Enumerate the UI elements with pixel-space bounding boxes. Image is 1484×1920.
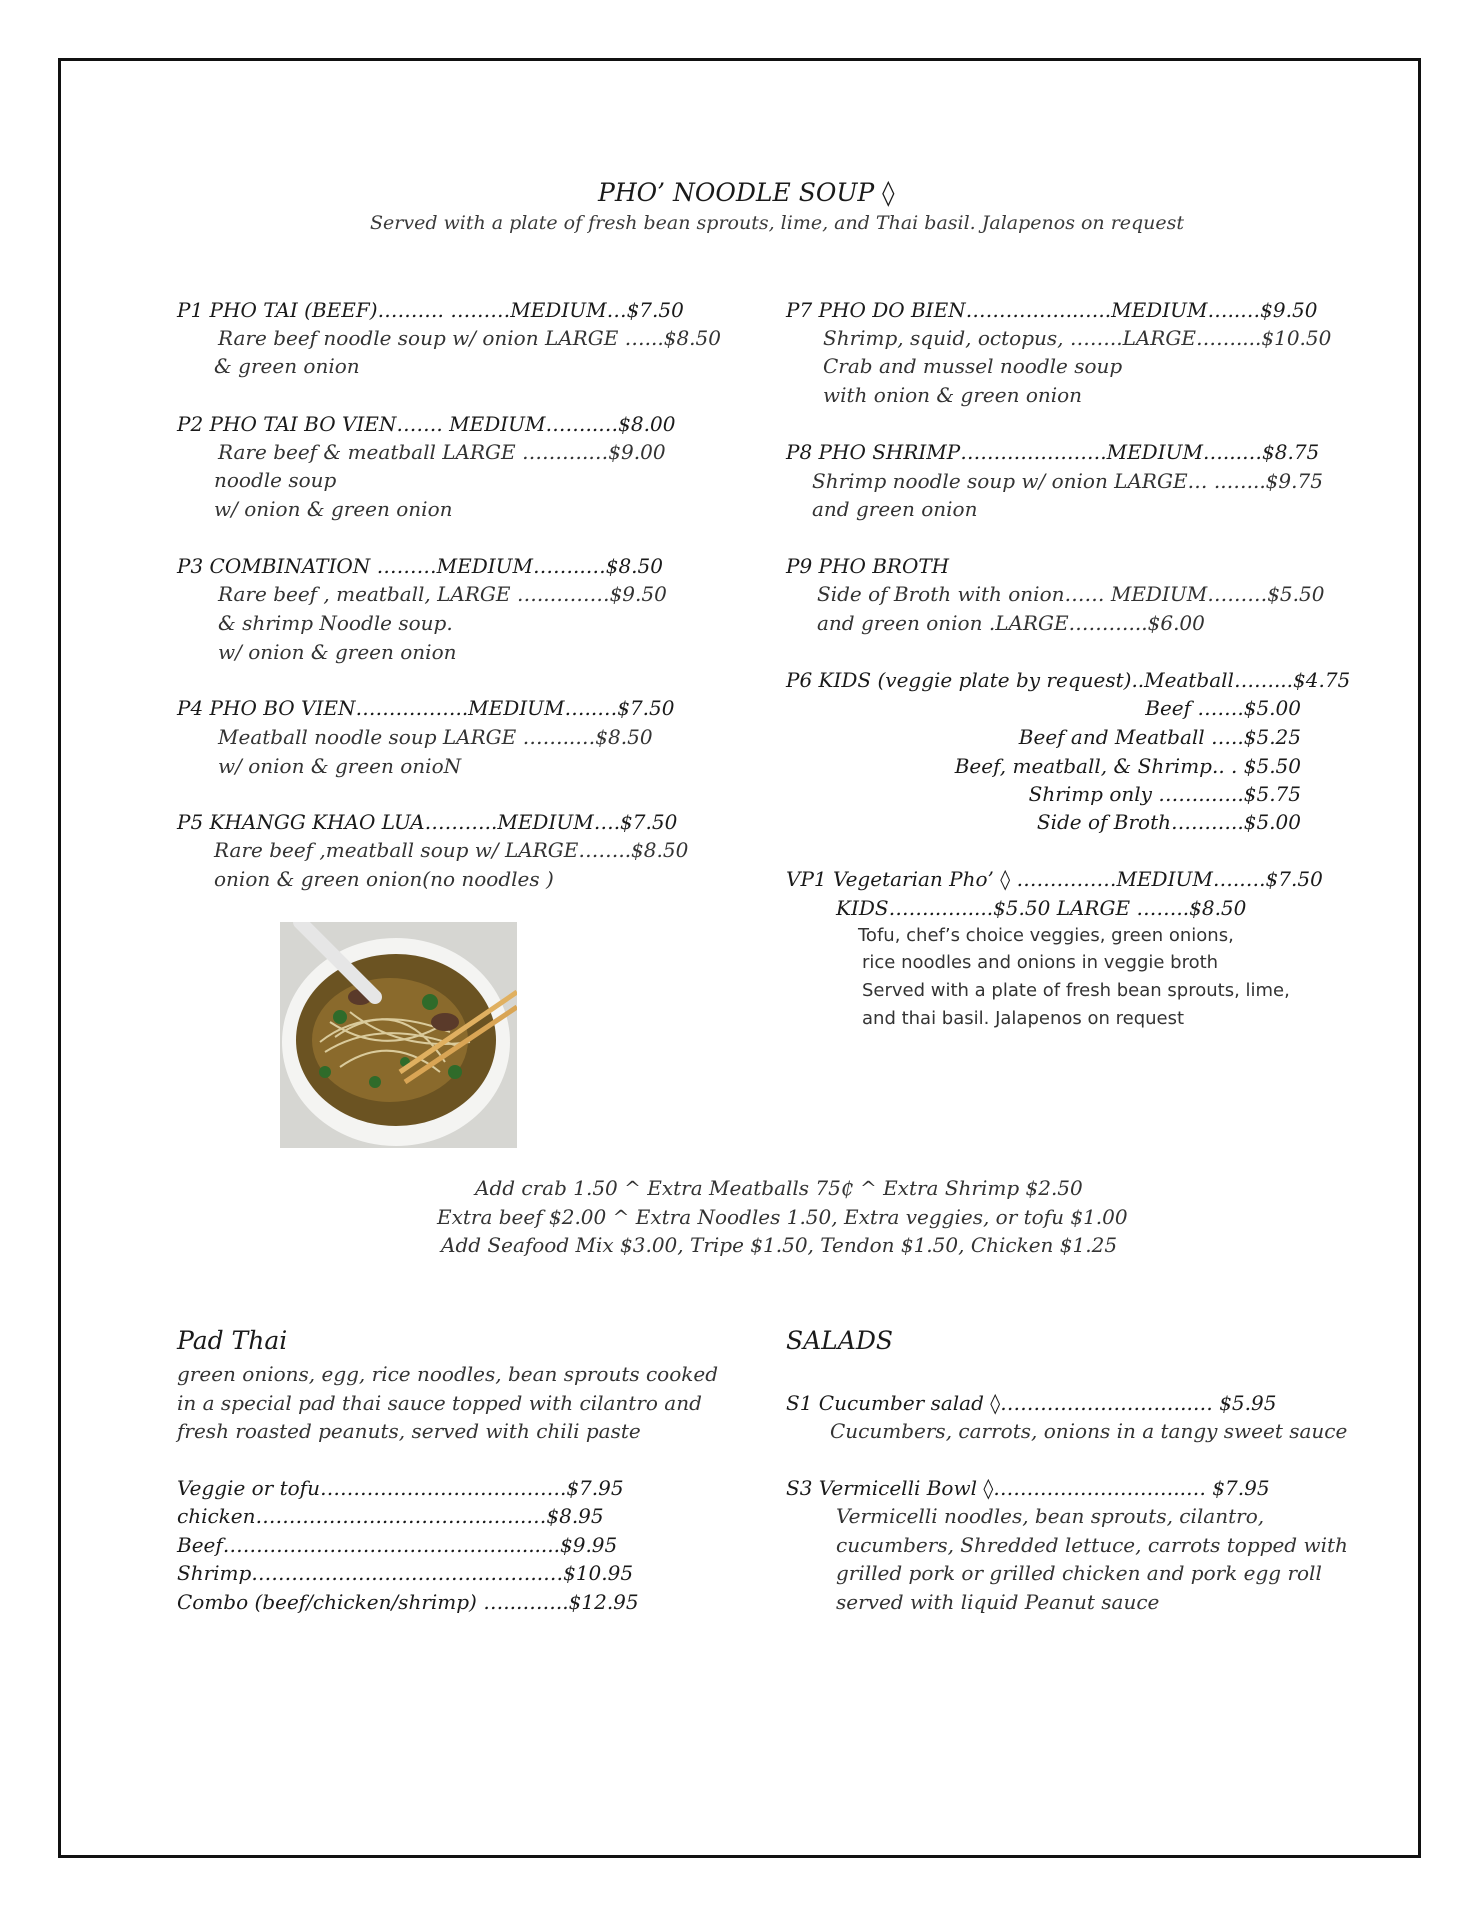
item-p7-desc: Crab and mussel noodle soup <box>823 354 1123 378</box>
item-p9-desc: and green onion .LARGE………...$6.00 <box>817 611 1205 635</box>
item-vp1-desc: Served with a plate of fresh bean sprouts, lime, <box>862 980 1290 1001</box>
item-p5-desc: onion & green onion(no noodles ) <box>214 867 554 891</box>
item-p4-desc: w/ onion & green onioN <box>218 754 462 778</box>
item-p9-title: P9 PHO BROTH <box>786 554 950 578</box>
item-p1-title: P1 PHO TAI (BEEF)………. ………MEDIUM…$7.50 <box>177 298 684 322</box>
item-p4-desc: Meatball noodle soup LARGE ……..…$8.50 <box>218 725 653 749</box>
item-p6-option: Beef and Meatball …..$5.25 <box>1018 725 1301 749</box>
item-s3-desc: cucumbers, Shredded lettuce, carrots topped with <box>836 1533 1348 1557</box>
extras-line: Add crab 1.50 ^ Extra Meatballs 75₵ ^ Extra Shrimp $2.50 <box>475 1176 1083 1200</box>
item-p6-option: Beef …….$5.00 <box>1145 696 1301 720</box>
pad-thai-desc: green onions, egg, rice noodles, bean sprouts cooked <box>177 1362 719 1386</box>
item-p4-title: P4 PHO BO VIEN……………..MEDIUM…..…$7.50 <box>177 696 675 720</box>
pad-thai-item: chicken………………...…………...…..…$8.95 <box>177 1504 604 1528</box>
item-vp1-prices: KIDS……..….....$5.50 LARGE ……..$8.50 <box>836 896 1247 920</box>
item-p7-desc: Shrimp, squid, octopus, ……..LARGE……....$10.50 <box>823 326 1332 350</box>
item-p3-desc: w/ onion & green onion <box>218 640 457 664</box>
item-p6-option: Side of Broth………..$5.00 <box>1036 810 1301 834</box>
item-p8-desc: and green onion <box>812 497 978 521</box>
item-p1-desc: Rare beef noodle soup w/ onion LARGE …...$8.50 <box>218 326 721 350</box>
extras-line: Add Seafood Mix $3.00, Tripe $1.50, Tendon $1.50, Chicken $1.25 <box>441 1233 1118 1257</box>
item-p8-title: P8 PHO SHRIMP………………….MEDIUM…...…$8.75 <box>786 440 1320 464</box>
pho-bowl-photo <box>280 922 517 1148</box>
pad-thai-item: Veggie or tofu……………………………….$7.95 <box>177 1476 624 1500</box>
item-s1-title: S1 Cucumber salad ◊………………………..… $5.95 <box>786 1391 1277 1415</box>
page-subtitle: Served with a plate of fresh bean sprouts, lime, and Thai basil. Jalapenos on request <box>370 212 1185 234</box>
item-p2-title: P2 PHO TAI BO VIEN……. MEDIUM……..…$8.00 <box>177 412 676 436</box>
pad-thai-desc: in a special pad thai sauce topped with cilantro and <box>177 1391 702 1415</box>
extras-line: Extra beef $2.00 ^ Extra Noodles 1.50, Extra veggies, or tofu $1.00 <box>437 1205 1128 1229</box>
item-vp1-desc: Tofu, chef’s choice veggies, green onions, <box>858 925 1234 946</box>
salads-heading: SALADS <box>786 1326 894 1355</box>
item-s1-desc: Cucumbers, carrots, onions in a tangy sweet sauce <box>830 1419 1348 1443</box>
pad-thai-desc: fresh roasted peanuts, served with chili paste <box>177 1419 641 1443</box>
item-s3-desc: Vermicelli noodles, bean sprouts, cilantro, <box>836 1504 1265 1528</box>
item-p3-desc: & shrimp Noodle soup. <box>218 611 453 635</box>
item-s3-title: S3 Vermicelli Bowl ◊………………………..… $7.95 <box>786 1476 1270 1500</box>
item-vp1-desc: and thai basil. Jalapenos on request <box>862 1008 1185 1029</box>
item-p2-desc: w/ onion & green onion <box>214 497 453 521</box>
item-p2-desc: noodle soup <box>214 468 337 492</box>
pad-thai-item: Combo (beef/chicken/shrimp) …..……..$12.95 <box>177 1590 639 1614</box>
pad-thai-item: Shrimp……………….……………..……..…$10.95 <box>177 1561 634 1585</box>
item-s3-desc: served with liquid Peanut sauce <box>836 1590 1160 1614</box>
item-p3-title: P3 COMBINATION ………MEDIUM……..…$8.50 <box>177 554 663 578</box>
item-p8-desc: Shrimp noodle soup w/ onion LARGE… ..…...$9.75 <box>812 469 1323 493</box>
item-p6-option: Beef, meatball, & Shrimp.. . $5.50 <box>954 754 1301 778</box>
item-p2-desc: Rare beef & meatball LARGE ……….…$9.00 <box>218 440 666 464</box>
item-p5-title: P5 KHANGG KHAO LUA………..MEDIUM….$7.50 <box>177 810 678 834</box>
item-p6-title: P6 KIDS (veggie plate by request)..Meatball……...$4.75 <box>786 668 1351 692</box>
item-vp1-title: VP1 Vegetarian Pho’ ◊ ……………MEDIUM….….$7.50 <box>786 867 1323 891</box>
page-title: PHO’ NOODLE SOUP ◊ <box>598 178 895 207</box>
item-vp1-desc: rice noodles and onions in veggie broth <box>862 952 1219 973</box>
item-p6-option: Shrimp only ……..…..$5.75 <box>1028 782 1301 806</box>
item-p1-desc: & green onion <box>214 354 360 378</box>
item-p7-desc: with onion & green onion <box>823 383 1083 407</box>
pad-thai-heading: Pad Thai <box>177 1326 288 1355</box>
item-p5-desc: Rare beef ,meatball soup w/ LARGE……..$8.50 <box>214 838 689 862</box>
item-s3-desc: grilled pork or grilled chicken and pork egg roll <box>836 1561 1322 1585</box>
item-p9-desc: Side of Broth with onion…… MEDIUM………$5.50 <box>817 582 1325 606</box>
item-p3-desc: Rare beef , meatball, LARGE …..………$9.50 <box>218 582 667 606</box>
item-p7-title: P7 PHO DO BIEN……………..…..MEDIUM…..…$9.50 <box>786 298 1318 322</box>
pad-thai-item: Beef…………………………………….........$9.95 <box>177 1533 618 1557</box>
